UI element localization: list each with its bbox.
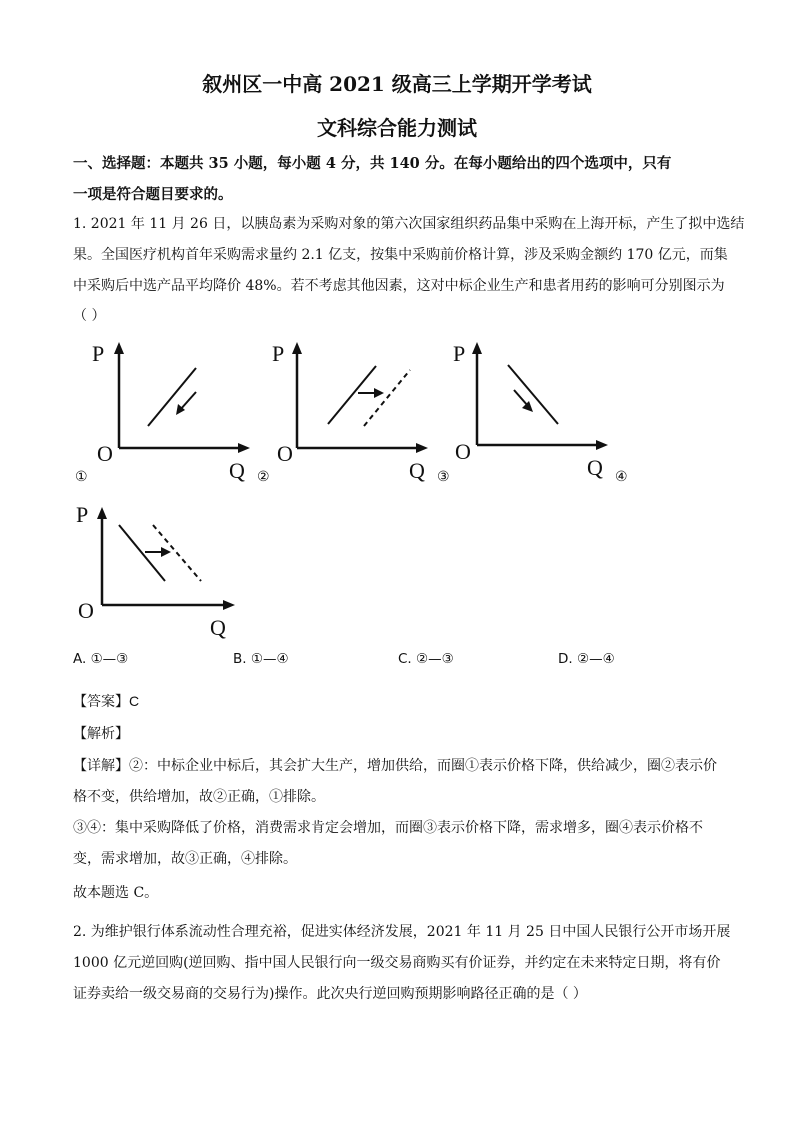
graph-3 xyxy=(450,340,610,460)
option-a: A. ①—③ xyxy=(73,651,129,667)
graph-2-p-label: P xyxy=(272,341,285,366)
graph-4-svg xyxy=(75,505,245,620)
graph-3-o-label: O xyxy=(455,439,471,464)
page-title: 叙州区一中高 2021 级高三上学期开学考试 xyxy=(202,72,592,96)
question-2-line2: 1000 亿元逆回购(逆回购、指中国人民银行向一级交易商购买有价证券，并约定在未来特定日期，将有价 xyxy=(73,955,721,971)
graph-2-svg xyxy=(270,340,430,460)
graph-1 xyxy=(92,340,252,460)
question-1-line3: 中采购后中选产品平均降价 48%。若不考虑其他因素，这对中标企业生产和患者用药的影响可分别图示为 xyxy=(73,278,725,294)
question-1-line4: （ ） xyxy=(73,308,106,324)
page-subtitle: 文科综合能力测试 xyxy=(317,116,477,140)
graph-4 xyxy=(75,505,245,620)
graph-2 xyxy=(270,340,430,460)
graph-2-o-label: O xyxy=(277,441,293,466)
answer-value: C xyxy=(129,693,140,709)
graph-3-mark: ③ xyxy=(437,469,450,485)
graph-2-q-label: Q xyxy=(409,458,425,483)
graph-4-p-label: P xyxy=(76,502,89,527)
option-b: B. ①—④ xyxy=(233,651,289,667)
option-c: C. ②—③ xyxy=(398,651,454,667)
graph-2-mark: ② xyxy=(257,469,270,485)
graph-3-svg xyxy=(450,340,610,460)
graph-3-q-label: Q xyxy=(587,455,603,480)
question-1-line1: 1. 2021 年 11 月 26 日，以胰岛素为采购对象的第六次国家组织药品集中采购在上海开标，产生了拟中选结 xyxy=(73,216,745,232)
detail-line1: 【详解】②：中标企业中标后，其会扩大生产，增加供给，而圈①表示价格下降，供给减少，圈②表示价 xyxy=(73,758,717,774)
graph-1-mark: ① xyxy=(75,469,88,485)
answer-line xyxy=(73,691,723,711)
graph-4-mark: ④ xyxy=(615,469,628,485)
detail-line4: 变，需求增加，故③正确，④排除。 xyxy=(73,851,297,867)
section-heading-line2: 一项是符合题目要求的。 xyxy=(73,186,233,203)
detail-line3: ③④：集中采购降低了价格，消费需求肯定会增加，而圈③表示价格下降，需求增多，圈④表示价格不 xyxy=(73,820,703,836)
section-heading-line1: 一、选择题：本题共 35 小题，每小题 4 分，共 140 分。在每小题给出的四个选项中，只有 xyxy=(73,155,672,172)
analysis-label: 【解析】 xyxy=(73,726,129,742)
graph-4-q-label: Q xyxy=(210,615,226,640)
graph-3-p-label: P xyxy=(453,341,466,366)
detail-line2: 格不变，供给增加，故②正确，①排除。 xyxy=(73,789,325,805)
graph-1-svg xyxy=(92,340,252,460)
option-d: D. ②—④ xyxy=(558,651,615,667)
answer-label: 【答案】 xyxy=(73,694,129,710)
graph-1-q-label: Q xyxy=(229,458,245,483)
conclusion-line: 故本题选 C。 xyxy=(73,885,159,901)
graph-1-p-label: P xyxy=(92,341,105,366)
question-2-line3: 证券卖给一级交易商的交易行为)操作。此次央行逆回购预期影响路径正确的是（ ） xyxy=(73,986,587,1002)
question-2-line1: 2. 为维护银行体系流动性合理充裕，促进实体经济发展，2021 年 11 月 25 日中国人民银行公开市场开展 xyxy=(73,924,731,940)
graph-4-o-label: O xyxy=(78,598,94,623)
question-1-line2: 果。全国医疗机构首年采购需求量约 2.1 亿支，按集中采购前价格计算，涉及采购金额约 170 亿元，而集 xyxy=(73,247,728,263)
graph-1-o-label: O xyxy=(97,441,113,466)
